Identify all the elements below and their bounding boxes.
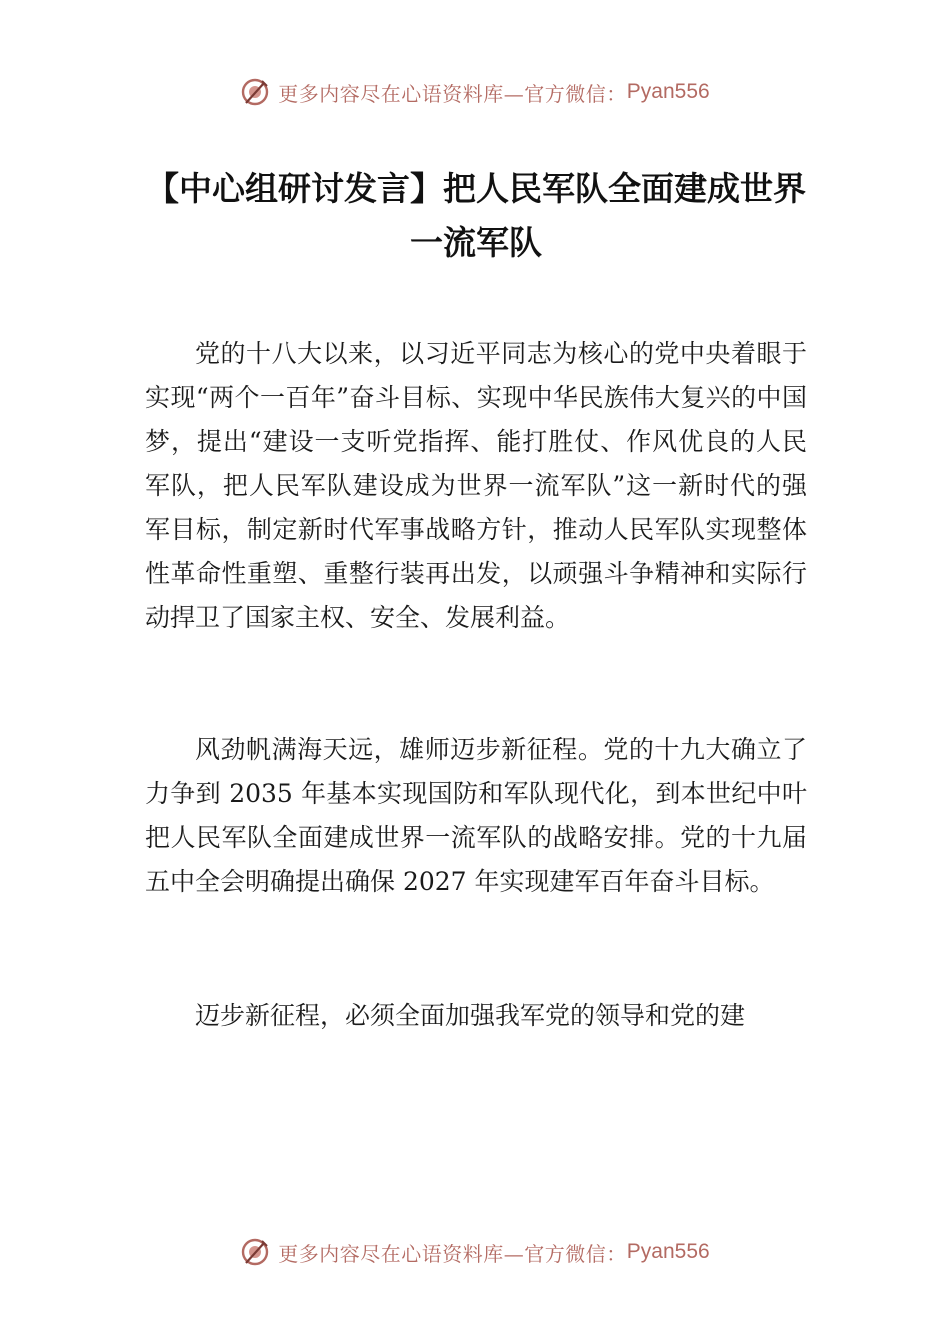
paragraph-2: 风劲帆满海天远，雄师迈步新征程。党的十九大确立了力争到 2035 年基本实现国防和军队现代化，到本世纪中叶把人民军队全面建成世界一流军队的战略安排。党的十九届五中全会明确提出确保 2027 年实现建军百年奋斗目标。 (145, 735, 807, 896)
pen-logo-icon (240, 77, 270, 107)
paragraph-1: 党的十八大以来，以习近平同志为核心的党中央着眼于实现“两个一百年”奋斗目标、实现中华民族伟大复兴的中国梦，提出“建设一支听党指挥、能打胜仗、作风优良的人民军队，把人民军队建设成为世界一流军队”这一新时代的强军目标，制定新时代军事战略方针，推动人民军队实现整体性革命性重塑、重整行装再出发，以顽强斗争精神和实际行动捍卫了国家主权、安全、发展利益。 (145, 339, 807, 632)
watermark-text: 更多内容尽在心语资料库—官方微信： (278, 81, 627, 106)
paragraph-3: 迈步新征程，必须全面加强我军党的领导和党的建 (195, 1001, 746, 1030)
document-title: 【中心组研讨发言】把人民军队全面建成世界一流军队 (146, 169, 806, 262)
watermark-handle: Pyan556 (626, 1240, 710, 1263)
watermark-handle: Pyan556 (626, 80, 710, 103)
header-watermark (0, 72, 950, 112)
pen-logo-icon (240, 1237, 270, 1267)
watermark-text: 更多内容尽在心语资料库—官方微信： (278, 1241, 627, 1266)
footer-watermark (0, 1232, 950, 1272)
